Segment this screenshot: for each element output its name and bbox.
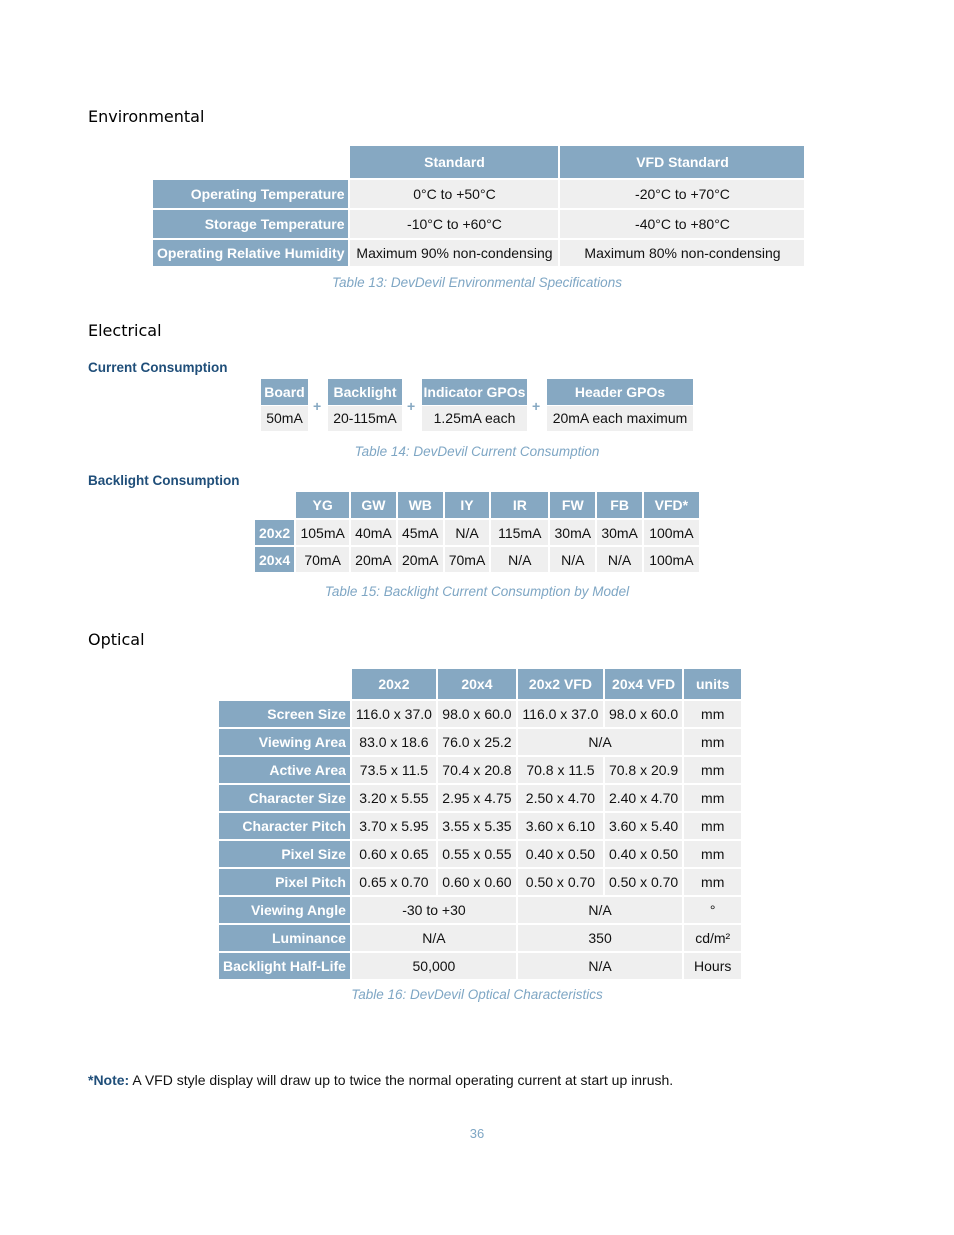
table-cell: 70mA [445,547,490,572]
table-cell: 98.0 x 60.0 [438,701,516,727]
row-header: Luminance [219,925,350,951]
table-cell: ° [684,897,741,923]
column-header: units [684,669,741,699]
footnote [88,1072,673,1088]
table-cell: 100mA [644,547,699,572]
table-cell: 70.8 x 11.5 [518,757,603,783]
table-row [219,869,741,895]
plus-sign: + [313,398,322,414]
row-header: Operating Relative Humidity [153,240,348,266]
table-caption: Table 13: DevDevil Environmental Specifications [332,275,622,290]
table-cell: N/A [518,953,682,979]
table-row [219,925,741,951]
table-cell: N/A [597,547,642,572]
table-cell: N/A [550,547,595,572]
table-cell: Maximum 80% non-condensing [560,240,804,266]
column-header: 20x2 [352,669,436,699]
column-header: Standard [350,146,558,178]
backlight-consumption-subheading: Backlight Consumption [88,473,240,488]
current-item-board [261,379,308,431]
table-cell: 3.70 x 5.95 [352,813,436,839]
row-header: Operating Temperature [153,180,348,208]
column-header: 20x4 [438,669,516,699]
table-cell: mm [684,813,741,839]
table-caption: Table 14: DevDevil Current Consumption [354,444,600,459]
table-cell: 2.50 x 4.70 [518,785,603,811]
current-item-label: Header GPOs [547,379,693,405]
table-row [219,841,741,867]
column-header: IY [445,492,490,518]
row-header: Storage Temperature [153,210,348,238]
table-cell: 30mA [597,520,642,545]
table-cell: 3.55 x 5.35 [438,813,516,839]
column-header: YG [296,492,349,518]
table-cell: 83.0 x 18.6 [352,729,436,755]
table-cell: 0.50 x 0.70 [518,869,603,895]
column-header: WB [398,492,443,518]
column-header: FW [550,492,595,518]
table-cell: cd/m² [684,925,741,951]
current-item-value: 1.25mA each [422,406,527,431]
table-cell: 45mA [398,520,443,545]
table-cell: N/A [518,897,682,923]
table-cell: 0°C to +50°C [350,180,558,208]
column-header: 20x2 VFD [518,669,603,699]
environmental-heading: Environmental [88,107,205,126]
row-header: 20x4 [255,547,294,572]
table-cell: 100mA [644,520,699,545]
table-cell: 0.60 x 0.65 [352,841,436,867]
row-header: Character Pitch [219,813,350,839]
row-header: Active Area [219,757,350,783]
table-cell: 105mA [296,520,349,545]
table-cell: N/A [352,925,516,951]
table-cell: -40°C to +80°C [560,210,804,238]
row-header: Screen Size [219,701,350,727]
plus-sign: + [407,398,416,414]
table-cell: 2.40 x 4.70 [605,785,682,811]
table-cell: 3.20 x 5.55 [352,785,436,811]
column-header: VFD* [644,492,699,518]
footnote-text: A VFD style display will draw up to twice the normal operating current at start up inrush. [132,1072,674,1088]
table-cell: 0.65 x 0.70 [352,869,436,895]
current-item-label: Board [261,379,308,405]
table-cell: mm [684,757,741,783]
row-header: Viewing Angle [219,897,350,923]
row-header: Pixel Size [219,841,350,867]
table-cell: mm [684,841,741,867]
current-item-backlight [328,379,402,431]
row-header: Viewing Area [219,729,350,755]
table-cell: 76.0 x 25.2 [438,729,516,755]
electrical-heading: Electrical [88,321,162,340]
table-row [219,729,741,755]
column-header: GW [351,492,396,518]
table-cell: 2.95 x 4.75 [438,785,516,811]
table-row [219,953,741,979]
table-cell: 3.60 x 5.40 [605,813,682,839]
table-cell: 116.0 x 37.0 [352,701,436,727]
table-row [219,785,741,811]
table-cell: 98.0 x 60.0 [605,701,682,727]
table-cell: -30 to +30 [352,897,516,923]
current-item-label: Indicator GPOs [422,379,527,405]
page-number: 36 [469,1126,485,1141]
row-header: Backlight Half-Life [219,953,350,979]
current-item-value: 20-115mA [328,406,402,431]
plus-sign: + [532,398,541,414]
current-item-indicator-gpos [422,379,527,431]
column-header: IR [491,492,548,518]
table-cell: mm [684,729,741,755]
current-item-value: 50mA [261,406,308,431]
optical-heading: Optical [88,630,145,649]
table-cell: 20mA [351,547,396,572]
table-cell: 0.40 x 0.50 [605,841,682,867]
column-header: FB [597,492,642,518]
table-cell: -10°C to +60°C [350,210,558,238]
column-header: VFD Standard [560,146,804,178]
table-cell: N/A [445,520,490,545]
table-cell: mm [684,701,741,727]
table-cell: 3.60 x 6.10 [518,813,603,839]
table-row [219,757,741,783]
table-cell: 50,000 [352,953,516,979]
table-cell: 70mA [296,547,349,572]
table-cell: 30mA [550,520,595,545]
current-consumption-subheading: Current Consumption [88,360,228,375]
table-caption: Table 15: Backlight Current Consumption by Model [324,584,630,599]
environmental-table [151,144,806,268]
corner-cell [255,492,294,518]
footnote-label: *Note: [88,1072,130,1088]
corner-cell [153,146,348,178]
column-header: 20x4 VFD [605,669,682,699]
table-caption: Table 16: DevDevil Optical Characteristics [351,987,603,1002]
optical-table [217,667,743,981]
table-cell: 73.5 x 11.5 [352,757,436,783]
table-cell: 116.0 x 37.0 [518,701,603,727]
table-cell: 350 [518,925,682,951]
table-cell: 0.50 x 0.70 [605,869,682,895]
table-cell: N/A [518,729,682,755]
row-header: Pixel Pitch [219,869,350,895]
corner-cell [219,669,350,699]
row-header: 20x2 [255,520,294,545]
current-item-value: 20mA each maximum [547,406,693,431]
table-cell: mm [684,785,741,811]
table-cell: N/A [491,547,548,572]
table-row [219,897,741,923]
table-cell: 0.60 x 0.60 [438,869,516,895]
table-cell: mm [684,869,741,895]
backlight-table [253,490,701,574]
table-cell: 40mA [351,520,396,545]
table-cell: Hours [684,953,741,979]
table-cell: 70.4 x 20.8 [438,757,516,783]
table-cell: 0.40 x 0.50 [518,841,603,867]
row-header: Character Size [219,785,350,811]
current-item-header-gpos [547,379,693,431]
current-item-label: Backlight [328,379,402,405]
table-row [219,813,741,839]
table-cell: 0.55 x 0.55 [438,841,516,867]
table-cell: 20mA [398,547,443,572]
table-cell: 70.8 x 20.9 [605,757,682,783]
table-cell: 115mA [491,520,548,545]
table-cell: -20°C to +70°C [560,180,804,208]
table-row [219,701,741,727]
table-cell: Maximum 90% non-condensing [350,240,558,266]
